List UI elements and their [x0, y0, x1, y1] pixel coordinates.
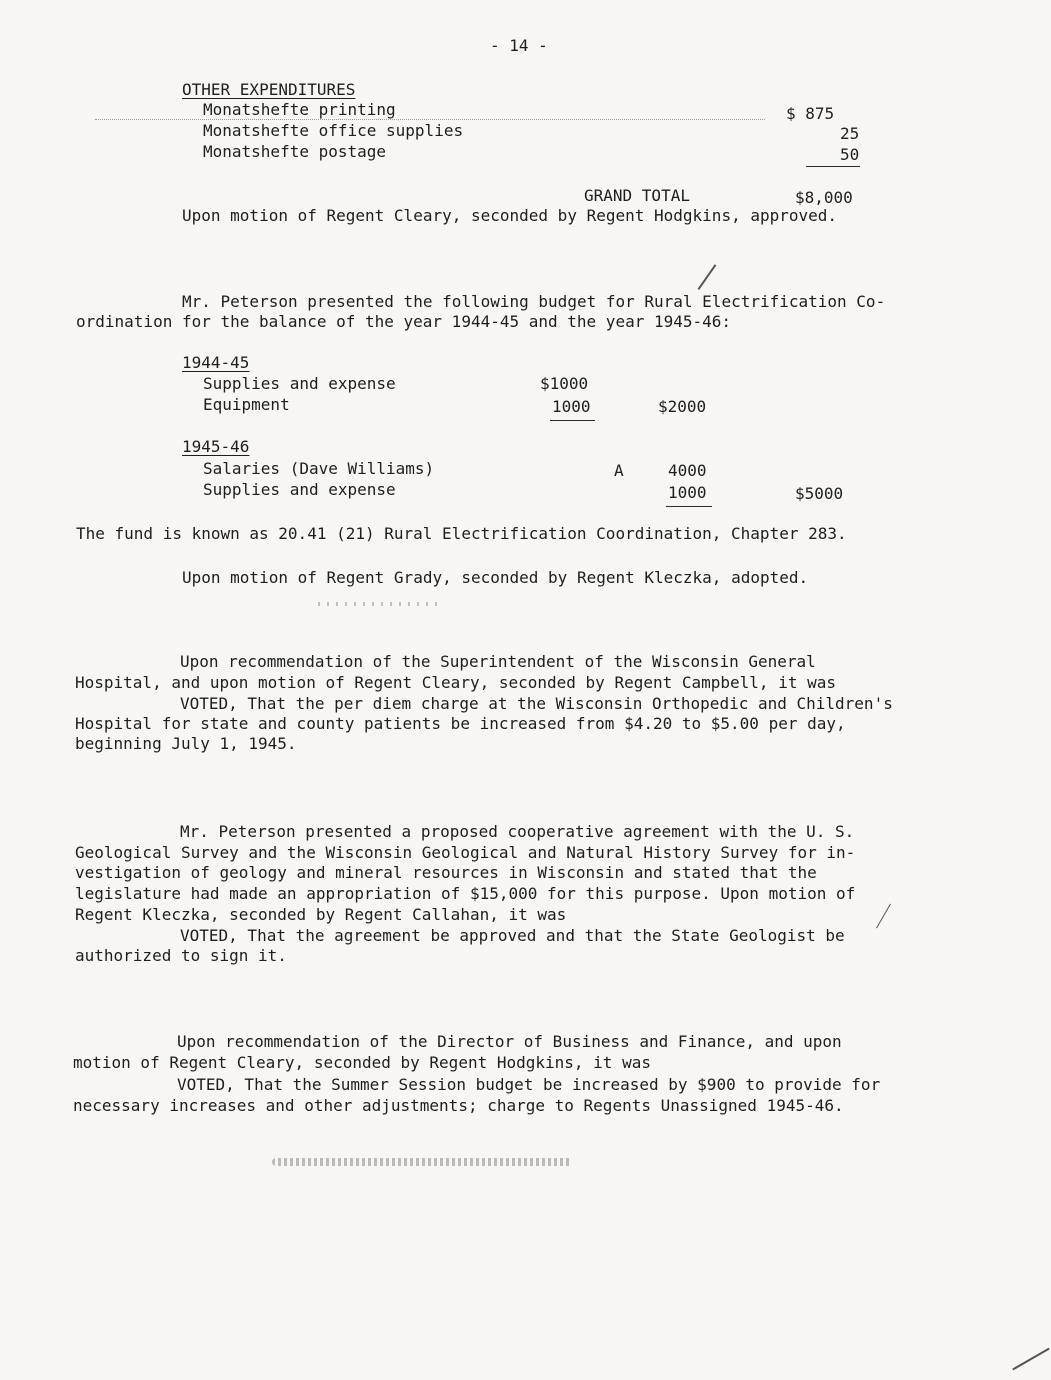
- geology-paragraph-line: Regent Kleczka, seconded by Regent Callahan, it was: [75, 905, 567, 924]
- expenditure-amount: 50: [840, 145, 860, 164]
- faint-scan-line: [95, 119, 765, 120]
- expenditure-amount: 25: [840, 124, 860, 143]
- amount-underline: [550, 420, 595, 421]
- total-underline: [806, 166, 860, 167]
- grand-total-label: GRAND TOTAL: [584, 186, 690, 205]
- rural-intro-line: ordination for the balance of the year 1944-45 and the year 1945-46:: [76, 312, 732, 331]
- page-number: - 14 -: [490, 36, 548, 55]
- hospital-paragraph-line: VOTED, That the per diem charge at the Wisconsin Orthopedic and Children's: [180, 694, 893, 713]
- summer-paragraph-line: necessary increases and other adjustments; charge to Regents Unassigned 1945-46.: [73, 1096, 844, 1115]
- pencil-check-mark: [698, 264, 716, 289]
- salary-marker: A: [614, 461, 624, 480]
- grand-total-value: $8,000: [795, 188, 853, 207]
- budget-year-heading: 1944-45: [182, 353, 250, 372]
- amount-underline: [666, 506, 712, 507]
- rural-intro-line: Mr. Peterson presented the following budget for Rural Electrification Co-: [182, 292, 886, 311]
- pencil-tick-mark: [876, 904, 891, 929]
- geology-paragraph-line: legislature had made an appropriation of $15,000 for this purpose. Upon motion of: [75, 884, 856, 903]
- other-expenditures-heading: OTHER EXPENDITURES: [182, 80, 356, 99]
- geology-paragraph-line: Geological Survey and the Wisconsin Geological and Natural History Survey for in-: [75, 843, 856, 862]
- budget-row-label: Salaries (Dave Williams): [203, 459, 435, 478]
- budget-row-amount: 4000: [668, 461, 707, 480]
- summer-paragraph-line: Upon recommendation of the Director of Business and Finance, and upon: [177, 1032, 842, 1051]
- budget-row-label: Supplies and expense: [203, 480, 396, 499]
- expenditure-label: Monatshefte printing: [203, 100, 396, 119]
- expenditure-amount: $ 875: [786, 104, 835, 123]
- erased-smudge: [272, 1158, 572, 1166]
- hospital-paragraph-line: Hospital, and upon motion of Regent Cleary, seconded by Regent Campbell, it was: [75, 673, 836, 692]
- hospital-paragraph-line: beginning July 1, 1945.: [75, 734, 297, 753]
- budget-row-label: Supplies and expense: [203, 374, 396, 393]
- hospital-paragraph-line: Hospital for state and county patients be increased from $4.20 to $5.00 per day,: [75, 714, 846, 733]
- scan-specks: [318, 602, 438, 606]
- corner-pen-stroke: [1012, 1348, 1049, 1371]
- budget-row-amount: 1000: [668, 483, 707, 502]
- approval-motion: Upon motion of Regent Cleary, seconded by Regent Hodgkins, approved.: [182, 206, 838, 225]
- expenditure-label: Monatshefte postage: [203, 142, 387, 161]
- expenditure-label: Monatshefte office supplies: [203, 121, 464, 140]
- budget-row-label: Equipment: [203, 395, 290, 414]
- geology-paragraph-line: Mr. Peterson presented a proposed cooperative agreement with the U. S.: [180, 822, 855, 841]
- hospital-paragraph-line: Upon recommendation of the Superintendent of the Wisconsin General: [180, 652, 816, 671]
- adoption-motion: Upon motion of Regent Grady, seconded by Regent Kleczka, adopted.: [182, 568, 809, 587]
- budget-year-heading: 1945-46: [182, 437, 250, 456]
- geology-paragraph-line: vestigation of geology and mineral resources in Wisconsin and stated that the: [75, 863, 817, 882]
- budget-row-amount: $1000: [540, 374, 589, 393]
- summer-paragraph-line: VOTED, That the Summer Session budget be increased by $900 to provide for: [177, 1075, 881, 1094]
- budget-row-amount: 1000: [552, 397, 591, 416]
- geology-paragraph-line: authorized to sign it.: [75, 946, 287, 965]
- budget-subtotal: $5000: [795, 484, 844, 503]
- fund-note: The fund is known as 20.41 (21) Rural Electrification Coordination, Chapter 283.: [76, 524, 847, 543]
- budget-subtotal: $2000: [658, 397, 707, 416]
- summer-paragraph-line: motion of Regent Cleary, seconded by Regent Hodgkins, it was: [73, 1053, 651, 1072]
- geology-paragraph-line: VOTED, That the agreement be approved and that the State Geologist be: [180, 926, 845, 945]
